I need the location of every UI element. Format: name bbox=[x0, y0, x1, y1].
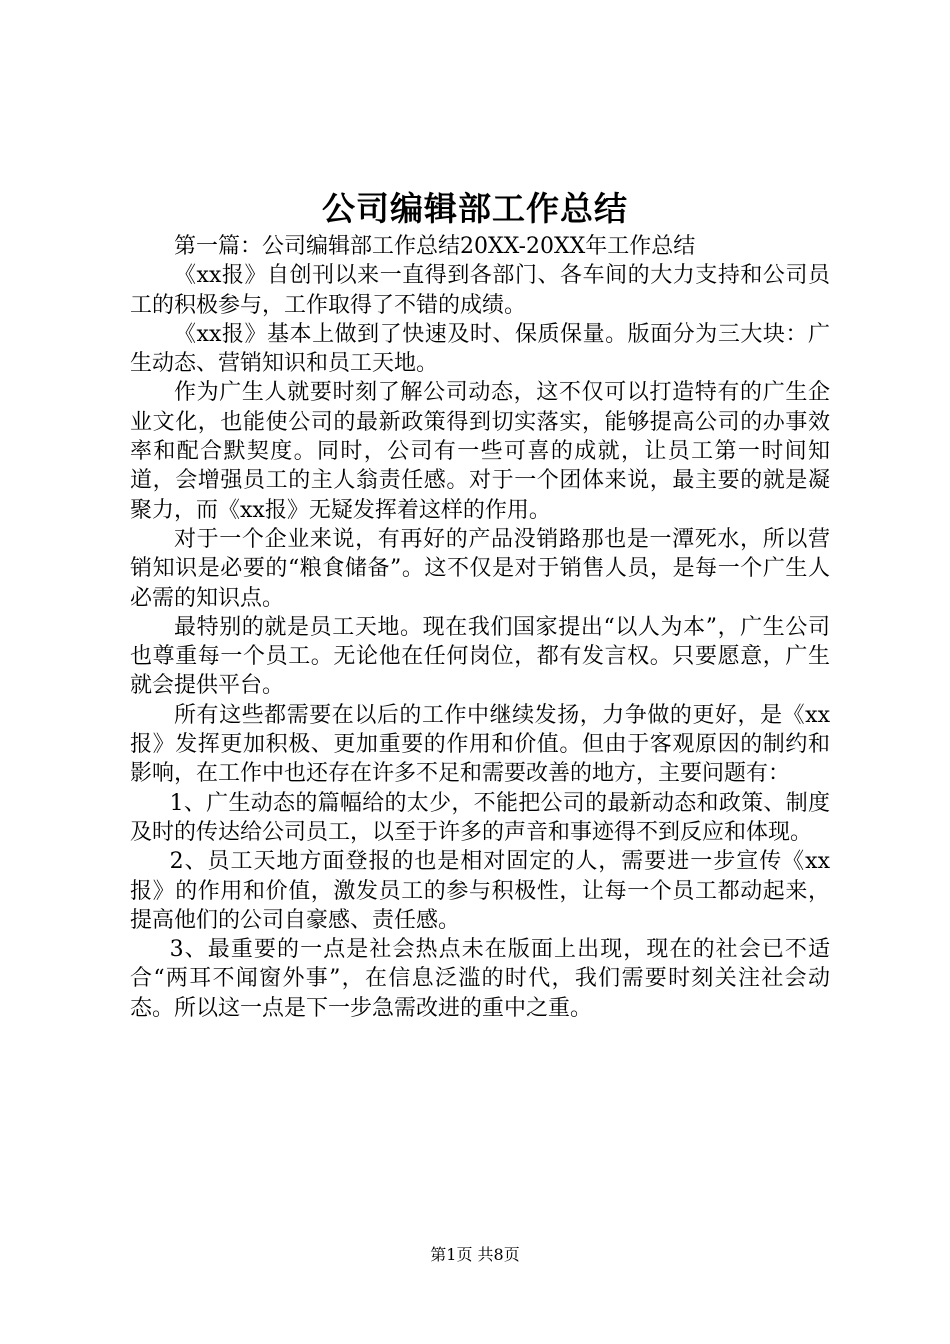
list-item: 2、员工天地方面登报的也是相对固定的人，需要进一步宣传《xx报》的作用和价值，激发员工的参与积极性，让每一个员工都动起来，提高他们的公司自豪感、责任感。 bbox=[130, 849, 830, 933]
paragraph: 《xx报》基本上做到了快速及时、保质保量。版面分为三大块：广生动态、营销知识和员工天地。 bbox=[130, 321, 830, 377]
document-body bbox=[130, 232, 830, 1023]
page-footer: 第1页 共8页 bbox=[430, 1245, 520, 1264]
list-item: 3、最重要的一点是社会热点未在版面上出现，现在的社会已不适合“两耳不闻窗外事”，在信息泛滥的时代，我们需要时刻关注社会动态。所以这一点是下一步急需改进的重中之重。 bbox=[130, 937, 830, 1021]
paragraph: 所有这些都需要在以后的工作中继续发扬，力争做的更好，是《xx报》发挥更加积极、更加重要的作用和价值。但由于客观原因的制约和影响，在工作中也还存在许多不足和需要改善的地方，主要问题有： bbox=[130, 702, 830, 787]
paragraph: 作为广生人就要时刻了解公司动态，这不仅可以打造特有的广生企业文化，也能使公司的最新政策得到切实落实，能够提高公司的办事效率和配合默契度。同时，公司有一些可喜的成就，让员工第一时间知道，会增强员工的主人翁责任感。对于一个团体来说，最主要的就是凝聚力，而《xx报》无疑发挥着这样的作用。 bbox=[130, 380, 830, 523]
paragraph: 《xx报》自创刊以来一直得到各部门、各车间的大力支持和公司员工的积极参与，工作取得了不错的成绩。 bbox=[130, 263, 830, 318]
list-item: 1、广生动态的篇幅给的太少，不能把公司的最新动态和政策、制度及时的传达给公司员工，以至于许多的声音和事迹得不到反应和体现。 bbox=[130, 790, 830, 845]
paragraph-heading: 第一篇：公司编辑部工作总结20XX-20XX年工作总结 bbox=[174, 234, 696, 259]
document-title: 公司编辑部工作总结 bbox=[322, 189, 628, 228]
paragraph: 对于一个企业来说，有再好的产品没销路那也是一潭死水，所以营销知识是必要的“粮食储备”。这不仅是对于销售人员，是每一个广生人必需的知识点。 bbox=[130, 526, 830, 611]
paragraph: 最特别的就是员工天地。现在我们国家提出“以人为本”，广生公司也尊重每一个员工。无论他在任何岗位，都有发言权。只要愿意，广生就会提供平台。 bbox=[130, 614, 830, 699]
